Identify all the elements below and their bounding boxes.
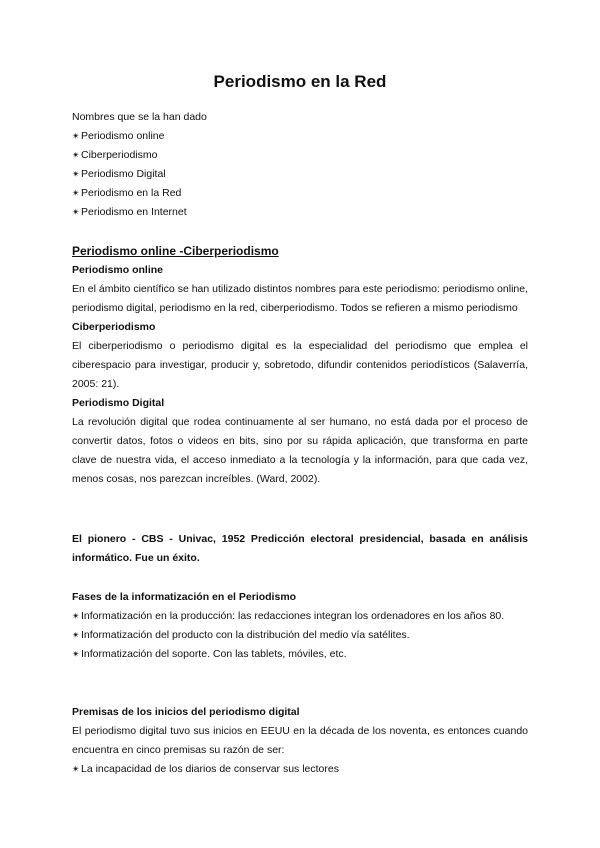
list-item: ✴ Ciberperiodismo: [72, 146, 528, 165]
phases-heading: Fases de la informatización en el Periodismo: [72, 591, 297, 603]
bullet-icon: ✴: [72, 207, 80, 217]
subheading-digital: Periodismo Digital: [72, 397, 165, 409]
list-item: ✴ La incapacidad de los diarios de conservar sus lectores: [72, 760, 528, 779]
list-item: ✴ Informatización en la producción: las redacciones integran los ordenadores en los años 80.: [72, 607, 528, 626]
paragraph-digital: La revolución digital que rodea continuamente al ser humano, no está dada por el proceso de convertir datos, fotos o videos en bits, sino por su rápida aplicación, que transforma en parte clave de nuestra vida, el acceso inmediato a la tecnología y la información, para que cada vez, menos cosas, nos parezcan increíbles. (Ward, 2002).: [72, 416, 528, 485]
pioneer-section: [72, 530, 528, 568]
section-heading: Periodismo online -Ciberperiodismo: [72, 244, 279, 258]
bullet-icon: ✴: [72, 649, 80, 659]
names-section: [72, 108, 528, 222]
page-title: Periodismo en la Red: [213, 72, 387, 91]
bullet-icon: ✴: [72, 630, 80, 640]
bullet-icon: ✴: [72, 131, 80, 141]
bullet-icon: ✴: [72, 764, 80, 774]
subheading-ciber: Ciberperiodismo: [72, 321, 156, 333]
bullet-icon: ✴: [72, 169, 80, 179]
list-item: ✴ Periodismo en Internet: [72, 203, 528, 222]
premises-section: [72, 703, 528, 779]
premises-text: El periodismo digital tuvo sus inicios en EEUU en la década de los noventa, es entonces cuando encuentra en cinco premisas su razón de ser:: [72, 725, 528, 756]
pioneer-text: El pionero - CBS - Univac, 1952 Predicción electoral presidencial, basada en análisis informático. Fue un éxito.: [72, 533, 528, 564]
names-intro: Nombres que se la han dado: [72, 111, 207, 123]
list-item: ✴ Periodismo en la Red: [72, 184, 528, 203]
list-item: ✴ Informatización del producto con la distribución del medio vía satélites.: [72, 626, 528, 645]
phases-section: [72, 588, 528, 664]
premises-heading: Premisas de los inicios del periodismo digital: [72, 706, 300, 718]
list-item: ✴ Periodismo Digital: [72, 165, 528, 184]
bullet-icon: ✴: [72, 150, 80, 160]
paragraph-online: En el ámbito científico se han utilizado distintos nombres para este periodismo: periodismo online, periodismo digital, periodismo en la red, ciberperiodismo. Todos se refieren a mismo periodismo: [72, 283, 528, 314]
list-item: ✴ Informatización del soporte. Con las tablets, móviles, etc.: [72, 645, 528, 664]
paragraph-ciber: El ciberperiodismo o periodismo digital es la especialidad del periodismo que emplea el ciberespacio para investigar, producir y, sobretodo, difundir contenidos periodísticos (Salaverría, 2005: 21).: [72, 340, 528, 390]
bullet-icon: ✴: [72, 611, 80, 621]
subheading-online: Periodismo online: [72, 264, 164, 276]
bullet-icon: ✴: [72, 188, 80, 198]
section-online: [72, 242, 528, 489]
list-item: ✴ Periodismo online: [72, 127, 528, 146]
